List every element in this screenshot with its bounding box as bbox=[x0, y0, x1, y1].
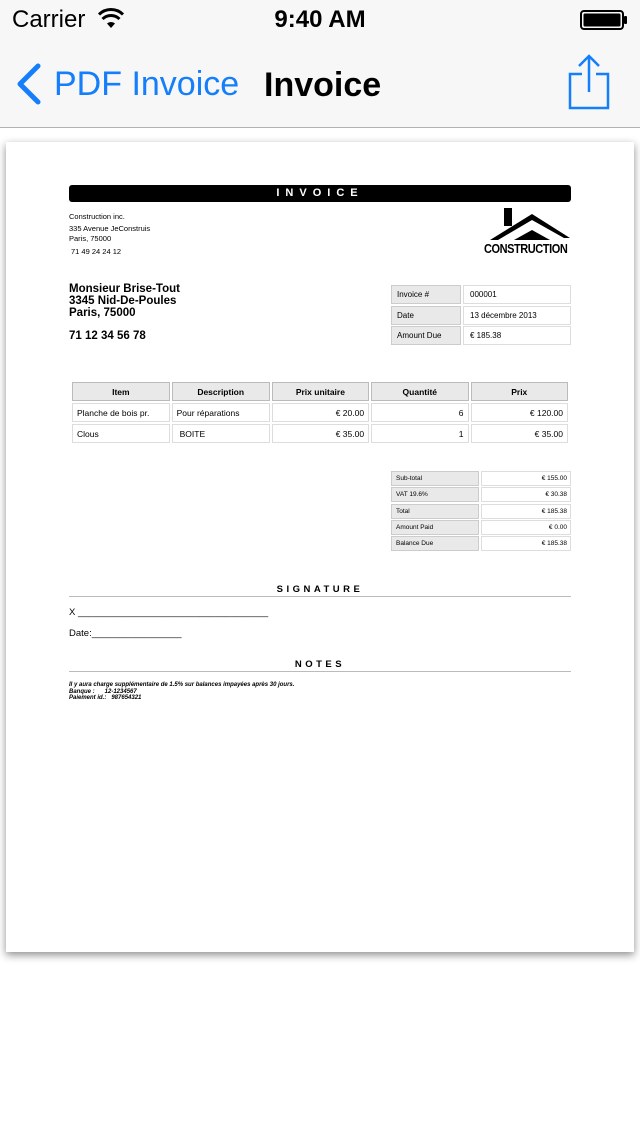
note-line: Paiement id.: 987654321 bbox=[69, 695, 142, 701]
totals-row bbox=[391, 487, 571, 503]
meta-row bbox=[391, 285, 571, 306]
column-header: Prix bbox=[471, 382, 568, 401]
invoice-document[interactable] bbox=[6, 142, 634, 952]
totals-label: Balance Due bbox=[391, 536, 479, 551]
client-phone: 71 12 34 56 78 bbox=[69, 330, 146, 342]
meta-label: Amount Due bbox=[391, 326, 461, 345]
client-name: Monsieur Brise-Tout bbox=[69, 283, 180, 295]
totals-label: Amount Paid bbox=[391, 520, 479, 535]
back-button[interactable] bbox=[14, 62, 239, 106]
page-title: Invoice bbox=[264, 66, 382, 104]
column-header: Prix unitaire bbox=[272, 382, 369, 401]
totals-table bbox=[391, 471, 571, 552]
company-phone: 71 49 24 24 12 bbox=[71, 247, 122, 256]
client-street: 3345 Nid-De-Poules bbox=[69, 295, 177, 307]
table-header-row bbox=[72, 382, 568, 401]
company-street: 335 Avenue JeConstruis bbox=[69, 224, 151, 233]
cell-unit-price: € 35.00 bbox=[272, 424, 369, 443]
cell-item: Clous bbox=[72, 424, 170, 443]
table-row bbox=[72, 424, 568, 443]
company-address bbox=[69, 212, 150, 257]
cell-unit-price: € 20.00 bbox=[272, 403, 369, 422]
totals-value: € 30.38 bbox=[481, 487, 571, 502]
battery-icon bbox=[580, 10, 628, 30]
carrier-label: Carrier bbox=[12, 6, 86, 33]
column-header: Quantité bbox=[371, 382, 468, 401]
meta-label: Date bbox=[391, 306, 461, 325]
signature-date-line: Date:_________________ bbox=[69, 628, 182, 639]
company-name: Construction inc. bbox=[69, 212, 125, 221]
line-items-table bbox=[70, 380, 570, 445]
notes-text bbox=[69, 682, 294, 702]
cell-quantity: 1 bbox=[371, 424, 468, 443]
totals-row bbox=[391, 471, 571, 487]
invoice-banner: INVOICE bbox=[69, 185, 571, 202]
totals-label: VAT 19.6% bbox=[391, 487, 479, 502]
meta-value: 13 décembre 2013 bbox=[463, 306, 571, 325]
notes-heading: NOTES bbox=[69, 659, 571, 672]
company-city: Paris, 75000 bbox=[69, 234, 112, 243]
totals-label: Total bbox=[391, 504, 479, 519]
cell-description: BOITE bbox=[172, 424, 270, 443]
meta-row bbox=[391, 306, 571, 327]
note-line: Banque : 12-1234567 bbox=[69, 688, 137, 695]
meta-value: € 185.38 bbox=[463, 326, 571, 345]
totals-value: € 155.00 bbox=[481, 471, 571, 486]
cell-price: € 35.00 bbox=[471, 424, 568, 443]
meta-row bbox=[391, 326, 571, 347]
totals-row bbox=[391, 520, 571, 536]
status-bar bbox=[0, 0, 640, 40]
totals-row bbox=[391, 536, 571, 552]
share-icon[interactable] bbox=[568, 54, 610, 110]
invoice-meta bbox=[391, 285, 571, 347]
cell-price: € 120.00 bbox=[471, 403, 568, 422]
totals-value: € 185.38 bbox=[481, 536, 571, 551]
chevron-left-icon bbox=[14, 63, 42, 105]
note-line: Il y aura charge supplémentaire de 1.5% sur balances impayées après 30 jours. bbox=[69, 682, 295, 688]
totals-value: € 185.38 bbox=[481, 504, 571, 519]
client-address bbox=[69, 283, 180, 319]
signature-heading: SIGNATURE bbox=[69, 584, 571, 597]
column-header: Item bbox=[72, 382, 170, 401]
totals-value: € 0.00 bbox=[481, 520, 571, 535]
totals-row bbox=[391, 504, 571, 520]
cell-item: Planche de bois pr. bbox=[72, 403, 170, 422]
clock: 9:40 AM bbox=[274, 6, 366, 33]
client-city: Paris, 75000 bbox=[69, 307, 136, 319]
cell-description: Pour réparations bbox=[172, 403, 270, 422]
cell-quantity: 6 bbox=[371, 403, 468, 422]
company-logo bbox=[484, 208, 572, 256]
meta-label: Invoice # bbox=[391, 285, 461, 304]
totals-label: Sub-total bbox=[391, 471, 479, 486]
house-roof-icon bbox=[484, 208, 572, 242]
table-row bbox=[72, 403, 568, 422]
signature-line: X ____________________________________ bbox=[69, 607, 269, 618]
back-button-label: PDF Invoice bbox=[54, 64, 240, 103]
column-header: Description bbox=[172, 382, 270, 401]
navigation-bar bbox=[0, 40, 640, 128]
meta-value: 000001 bbox=[463, 285, 571, 304]
logo-text: CONSTRUCTION bbox=[484, 242, 568, 256]
